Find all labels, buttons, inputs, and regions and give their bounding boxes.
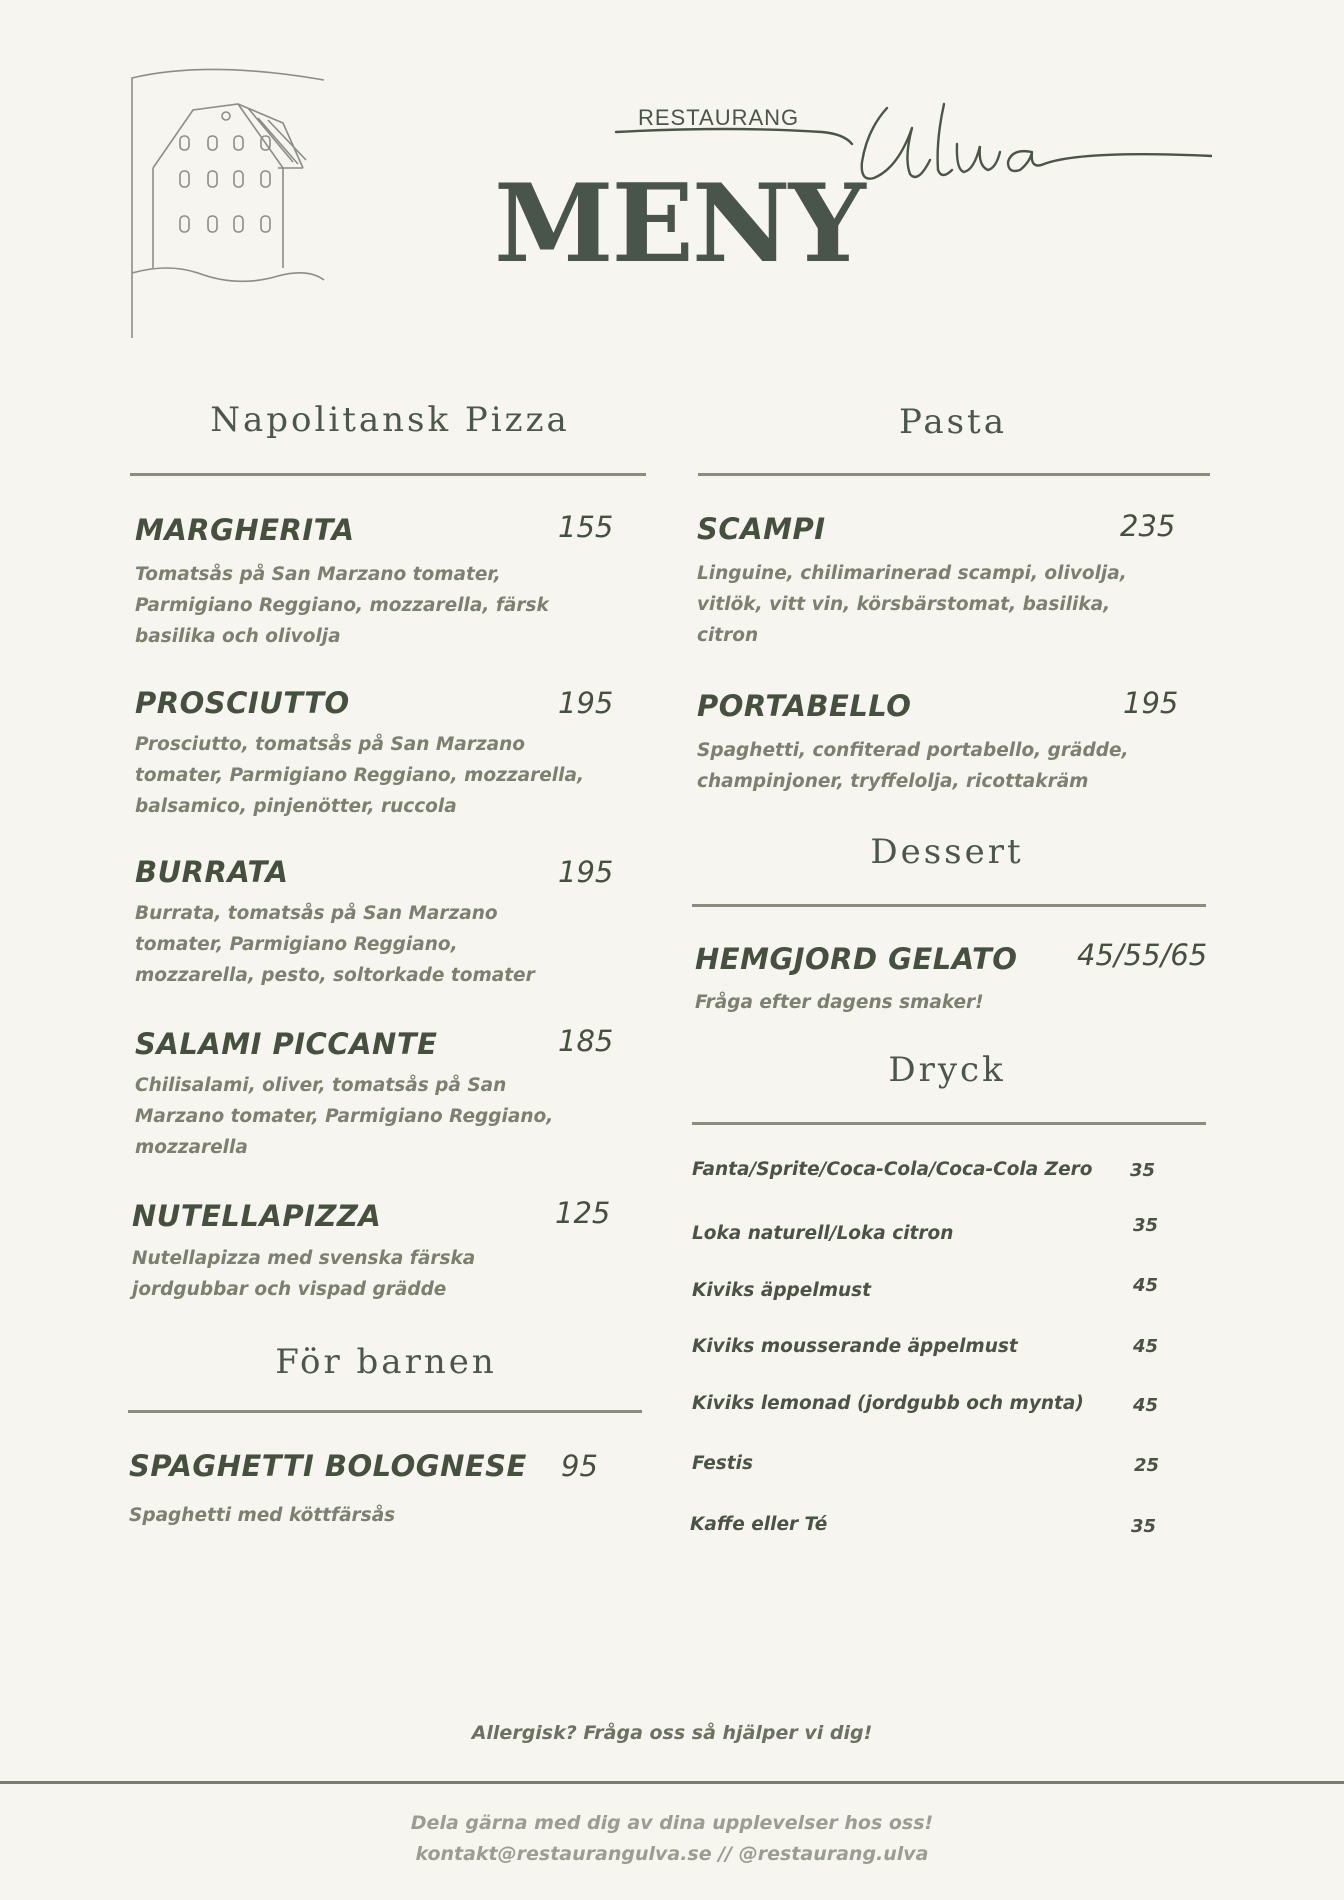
drink-price: 35 [1131,1516,1157,1537]
item-description: Tomatsås på San Marzano tomater, Parmigiano Reggiano, mozzarella, färsk basilika och olivolja [135,564,549,647]
section-rule [692,904,1206,907]
item-name: PORTABELLO [697,689,912,723]
section-title-pasta: Pasta [898,402,1007,442]
drink-name: Kiviks äppelmust [692,1280,871,1301]
section-rule [128,1410,642,1413]
item-price: 195 [558,686,614,720]
item-description: Chilisalami, oliver, tomatsås på San Marzano tomater, Parmigiano Reggiano, mozzarella [135,1075,554,1158]
section-title-drinks: Dryck [888,1050,1006,1090]
item-description: Spaghetti med köttfärsås [129,1505,396,1526]
drink-name: Kiviks mousserande äppelmust [692,1336,1018,1357]
section-title-dessert: Dessert [870,832,1024,872]
drink-name: Fanta/Sprite/Coca-Cola/Coca-Cola Zero [692,1159,1093,1180]
section-rule [130,473,646,476]
footer-rule [0,1781,1344,1784]
restaurang-label: RESTAURANG [638,105,800,130]
item-price: 45/55/65 [1077,938,1208,972]
item-name: SPAGHETTI BOLOGNESE [129,1449,527,1483]
item-name: HEMGJORD GELATO [695,942,1018,976]
drink-name: Kiviks lemonad (jordgubb och mynta) [692,1393,1084,1414]
item-price: 125 [555,1196,611,1230]
item-name: SALAMI PICCANTE [135,1027,438,1061]
drink-price: 35 [1133,1215,1159,1236]
drink-price: 45 [1133,1336,1159,1357]
section-title-pizza: Napolitansk Pizza [210,400,570,440]
item-price: 185 [558,1024,614,1058]
drink-price: 25 [1134,1455,1160,1476]
drink-name: Festis [692,1453,753,1474]
item-price: 235 [1120,509,1176,543]
item-price: 195 [1123,686,1179,720]
item-description: Fråga efter dagens smaker! [695,992,984,1013]
item-description: Linguine, chilimarinerad scampi, olivolja, vitlök, vitt vin, körsbärstomat, basilika, citron [697,563,1127,646]
item-description: Prosciutto, tomatsås på San Marzano tomater, Parmigiano Reggiano, mozzarella, balsamico, pinjenötter, ruccola [135,734,584,817]
drink-price: 45 [1133,1395,1159,1416]
item-name: BURRATA [135,855,289,889]
item-name: NUTELLAPIZZA [132,1199,382,1233]
item-description: Nutellapizza med svenska färska jordgubbar och vispad grädde [132,1248,476,1300]
section-title-kids: För barnen [275,1342,497,1382]
item-description: Spaghetti, confiterad portabello, grädde, champinjoner, tryffelolja, ricottakräm [697,740,1129,792]
drink-name: Kaffe eller Té [690,1514,828,1535]
footer-share-text: Dela gärna med dig av dina upplevelser hos oss! [410,1812,934,1834]
item-price: 95 [561,1449,598,1483]
drink-price: 45 [1133,1275,1159,1296]
page-title: MENY [494,161,864,287]
house-logo-icon [128,68,328,338]
item-price: 155 [558,510,614,544]
section-rule [692,1122,1206,1125]
item-name: SCAMPI [697,512,826,546]
item-name: MARGHERITA [135,513,355,547]
section-rule [698,473,1210,476]
item-price: 195 [558,855,614,889]
item-name: PROSCIUTTO [135,686,350,720]
allergy-note: Allergisk? Fråga oss så hjälper vi dig! [471,1722,873,1744]
footer-contact: kontakt@restaurangulva.se // @restaurang.ulva [415,1843,929,1865]
drink-name: Loka naturell/Loka citron [692,1223,954,1244]
drink-price: 35 [1130,1160,1156,1181]
item-description: Burrata, tomatsås på San Marzano tomater, Parmigiano Reggiano, mozzarella, pesto, soltorkade tomater [135,903,535,986]
